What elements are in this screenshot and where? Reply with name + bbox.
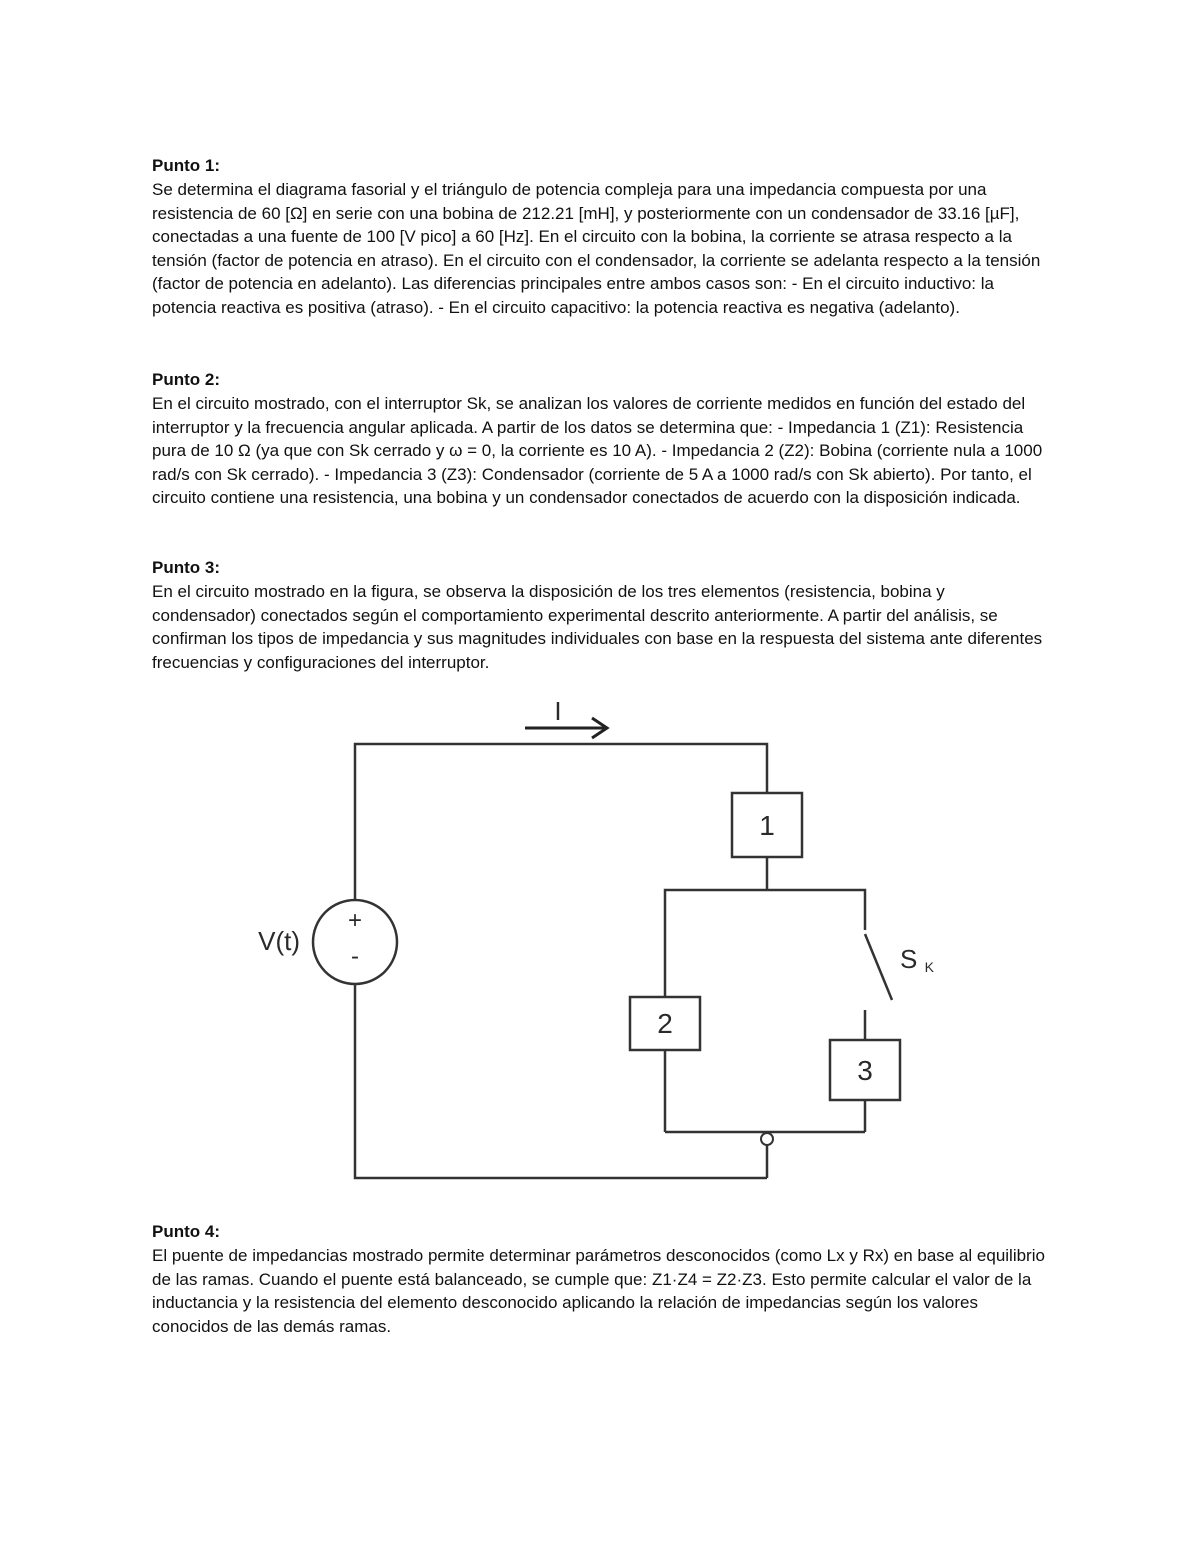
section-punto-2 <box>152 368 1052 510</box>
switch-label-subscript: K <box>924 959 934 975</box>
section-title: Punto 3: <box>152 558 220 577</box>
section-punto-3 <box>152 556 1052 674</box>
source-plus-sign: + <box>347 907 363 934</box>
section-title: Punto 1: <box>152 156 220 175</box>
section-body: El puente de impedancias mostrado permite determinar parámetros desconocidos (como Lx y Rx) en base al equilibrio de las ramas. Cuando el puente está balanceado, se cumple que: Z1·Z4 = Z2·Z3. Esto permite calcular el valor de la inductancia y la resistencia del elemento desconocido aplicando la relación de impedancias según los valores conocidos de las demás ramas. <box>152 1246 1045 1336</box>
section-body: Se determina el diagrama fasorial y el triángulo de potencia compleja para una impedancia compuesta por una resistencia de 60 [Ω] en serie con una bobina de 212.21 [mH], y posteriormente con un condensador de 33.16 [µF], conectadas a una fuente de 100 [V pico] a 60 [Hz]. En el circuito con la bobina, la corriente se atrasa respecto a la tensión (factor de potencia en atraso). En el circuito con el condensador, la corriente se adelanta respecto a la tensión (factor de potencia en adelanto). Las diferencias principales entre ambos casos son: - En el circuito inductivo: la potencia reactiva es positiva (atraso). - En el circuito capacitivo: la potencia reactiva es negativa (adelanto). <box>152 180 1041 317</box>
source-label: V(t) <box>258 926 300 956</box>
section-title: Punto 2: <box>152 370 220 389</box>
switch-label <box>900 944 935 975</box>
impedance-label-3: 3 <box>857 1055 873 1086</box>
junction-node <box>761 1133 773 1145</box>
section-punto-1 <box>152 154 1052 320</box>
switch-sk <box>865 934 892 1000</box>
section-body: En el circuito mostrado, con el interruptor Sk, se analizan los valores de corriente medidos en función del estado del interruptor y la frecuencia angular aplicada. A partir de los datos se determina que: - Impedancia 1 (Z1): Resistencia pura de 10 Ω (ya que con Sk cerrado y ω = 0, la corriente es 10 A). - Impedancia 2 (Z2): Bobina (corriente nula a 1000 rad/s con Sk cerrado). - Impedancia 3 (Z3): Condensador (corriente de 5 A a 1000 rad/s con Sk abierto). Por tanto, el circuito contiene una resistencia, una bobina y un condensador conectados de acuerdo con la disposición indicada. <box>152 394 1043 508</box>
current-label: I <box>554 696 562 726</box>
impedance-label-2: 2 <box>657 1008 673 1039</box>
switch-label-main: S <box>900 944 918 974</box>
impedance-label-1: 1 <box>759 810 775 841</box>
section-punto-4 <box>152 1220 1052 1338</box>
circuit-diagram <box>240 690 960 1210</box>
source-minus-sign: - <box>351 943 359 970</box>
current-arrow <box>525 718 607 738</box>
section-title: Punto 4: <box>152 1222 220 1241</box>
section-body: En el circuito mostrado en la figura, se observa la disposición de los tres elementos (resistencia, bobina y condensador) conectados según el comportamiento experimental descrito anteriormente. A partir del análisis, se confirman los tipos de impedancia y sus magnitudes individuales con base en la respuesta del sistema ante diferentes frecuencias y configuraciones del interruptor. <box>152 582 1043 672</box>
